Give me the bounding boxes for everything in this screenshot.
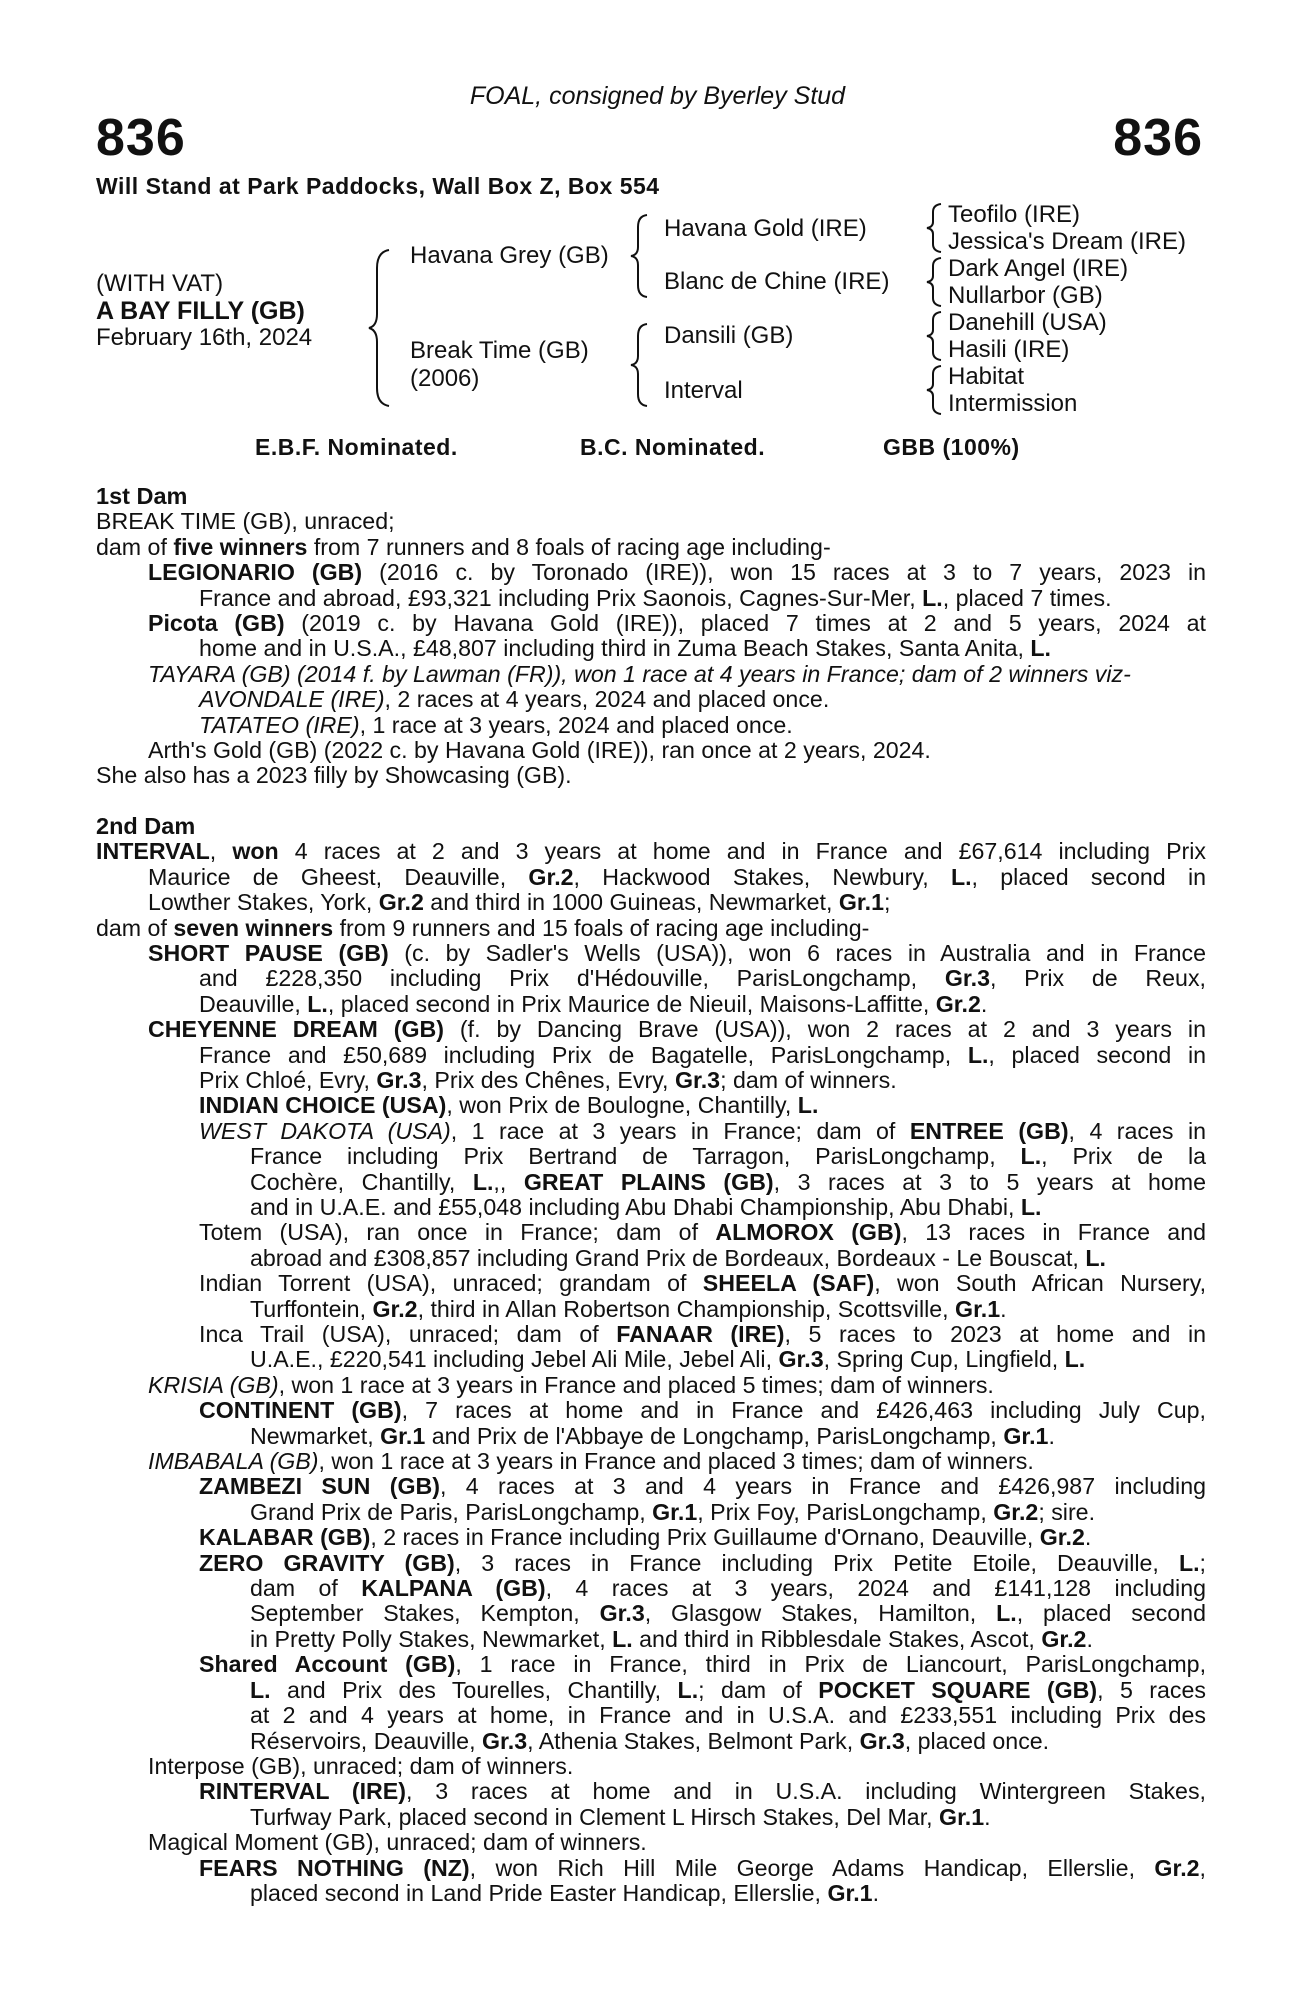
produce-entry: and in U.A.E. and £55,048 including Abu Dhabi Championship, Abu Dhabi, L. (250, 1193, 1042, 1220)
dam-sire: Dansili (GB) (664, 322, 794, 349)
produce-entry: WEST DAKOTA (USA), 1 race at 3 years in France; dam of ENTREE (GB), 4 races in (199, 1117, 1206, 1144)
produce-entry: Grand Prix de Paris, ParisLongchamp, Gr.1, Prix Foy, ParisLongchamp, Gr.2; sire. (250, 1498, 1096, 1525)
brace-icon (923, 256, 945, 308)
bc-nomination: B.C. Nominated. (580, 434, 766, 460)
lot-number-right: 836 (1113, 109, 1203, 167)
consignment-line: FOAL, consigned by Byerley Stud (469, 82, 846, 110)
produce-entry: INDIAN CHOICE (USA), won Prix de Boulogne, Chantilly, L. (199, 1092, 819, 1119)
produce-entry: France and abroad, £93,321 including Prix Saonois, Cagnes-Sur-Mer, L., placed 7 times. (199, 584, 1112, 611)
produce-entry: SHORT PAUSE (GB) (c. by Sadler's Wells (USA)), won 6 races in Australia and in France (148, 939, 1206, 966)
produce-entry: Interpose (GB), unraced; dam of winners. (148, 1752, 574, 1779)
brace-icon (365, 248, 395, 408)
produce-entry: RINTERVAL (IRE), 3 races at home and in U.S.A. including Wintergreen Stakes, (199, 1778, 1206, 1805)
ddd: Intermission (948, 390, 1078, 417)
dam-line: Lowther Stakes, York, Gr.2 and third in 1000 Guineas, Newmarket, Gr.1; (148, 889, 891, 916)
sds: Dark Angel (IRE) (948, 255, 1129, 282)
dss: Danehill (USA) (948, 309, 1107, 336)
dam-line: INTERVAL, won 4 races at 2 and 3 years at home and in France and £67,614 including Prix (96, 838, 1206, 865)
produce-entry: Shared Account (GB), 1 race in France, third in Prix de Liancourt, ParisLongchamp, (199, 1651, 1207, 1678)
lot-name: A BAY FILLY (GB) (96, 297, 305, 325)
produce-entry: Cochère, Chantilly, L.,, GREAT PLAINS (GB), 3 races at 3 to 5 years at home (250, 1168, 1206, 1195)
sire: Havana Grey (GB) (410, 242, 609, 269)
brace-icon (923, 310, 945, 362)
dam-line: BREAK TIME (GB), unraced; (96, 508, 395, 535)
produce-entry: dam of KALPANA (GB), 4 races at 3 years, 2024 and £141,128 including (250, 1575, 1206, 1602)
catalogue-body (96, 484, 1206, 1906)
produce-entry: Inca Trail (USA), unraced; dam of FANAAR (IRE), 5 races to 2023 at home and in (199, 1321, 1206, 1347)
dam-line: She also has a 2023 filly by Showcasing (GB). (96, 762, 572, 789)
produce-entry: TATATEO (IRE), 1 race at 3 years, 2024 and placed once. (199, 711, 793, 738)
brace-icon (923, 364, 945, 416)
produce-entry: placed second in Land Pride Easter Handicap, Ellerslie, Gr.1. (250, 1879, 880, 1906)
produce-entry: ZERO GRAVITY (GB), 3 races in France including Prix Petite Etoile, Deauville, L.; (199, 1549, 1206, 1576)
produce-entry: AVONDALE (IRE), 2 races at 4 years, 2024 and placed once. (199, 686, 830, 713)
lot-dob: February 16th, 2024 (96, 324, 313, 351)
dam: Break Time (GB) (410, 337, 589, 364)
dam-dam: Interval (664, 377, 743, 404)
brace-icon (627, 322, 653, 408)
produce-entry: at 2 and 4 years at home, in France and in U.S.A. and £233,551 including Prix des (250, 1702, 1206, 1729)
brace-icon (923, 202, 945, 254)
second-dam-heading: 2nd Dam (96, 812, 196, 839)
produce-entry: Deauville, L., placed second in Prix Maurice de Nieuil, Maisons-Laffitte, Gr.2. (199, 990, 988, 1017)
produce-entry: KALABAR (GB), 2 races in France including Prix Guillaume d'Ornano, Deauville, Gr.2. (199, 1524, 1092, 1551)
stand-location: Will Stand at Park Paddocks, Wall Box Z, Box 554 (96, 173, 660, 199)
sdd: Nullarbor (GB) (948, 282, 1103, 309)
produce-entry: in Pretty Polly Stakes, Newmarket, L. and third in Ribblesdale Stakes, Ascot, Gr.2. (250, 1625, 1093, 1652)
produce-entry: KRISIA (GB), won 1 race at 3 years in France and placed 5 times; dam of winners. (148, 1371, 994, 1398)
produce-entry: ZAMBEZI SUN (GB), 4 races at 3 and 4 years in France and £426,987 including (199, 1473, 1206, 1500)
dsd: Hasili (IRE) (948, 336, 1070, 363)
produce-entry: France including Prix Bertrand de Tarragon, ParisLongchamp, L., Prix de la (250, 1143, 1207, 1170)
produce-entry: Indian Torrent (USA), unraced; grandam of SHEELA (SAF), won South African Nursery, (199, 1270, 1207, 1297)
dam-line: dam of seven winners from 9 runners and 15 foals of racing age including- (96, 914, 870, 941)
dam-line: dam of five winners from 7 runners and 8 foals of racing age including- (96, 533, 831, 560)
dds: Habitat (948, 363, 1025, 390)
produce-entry: TAYARA (GB) (2014 f. by Lawman (FR)), won 1 race at 4 years in France; dam of 2 winners viz- (148, 660, 1131, 687)
produce-entry: Picota (GB) (2019 c. by Havana Gold (IRE)), placed 7 times at 2 and 5 years, 2024 at (148, 610, 1206, 637)
produce-entry: and £228,350 including Prix d'Hédouville, ParisLongchamp, Gr.3, Prix de Reux, (199, 965, 1206, 992)
produce-entry: Totem (USA), ran once in France; dam of ALMOROX (GB), 13 races in France and (199, 1219, 1206, 1246)
produce-entry: Turffontein, Gr.2, third in Allan Robertson Championship, Scottsville, Gr.1. (250, 1295, 1007, 1322)
sire-sire: Havana Gold (IRE) (664, 215, 867, 242)
sire-dam: Blanc de Chine (IRE) (664, 268, 890, 295)
dam-year: (2006) (410, 365, 480, 392)
produce-entry: Magical Moment (GB), unraced; dam of winners. (148, 1829, 647, 1856)
vat-note: (WITH VAT) (96, 270, 224, 297)
lot-number-left: 836 (96, 109, 186, 167)
produce-entry: abroad and £308,857 including Grand Prix de Bordeaux, Bordeaux - Le Bouscat, L. (250, 1244, 1106, 1271)
produce-entry: FEARS NOTHING (NZ), won Rich Hill Mile George Adams Handicap, Ellerslie, Gr.2, (199, 1854, 1206, 1881)
produce-entry: L. and Prix des Tourelles, Chantilly, L.; dam of POCKET SQUARE (GB), 5 races (250, 1676, 1206, 1703)
ssd: Jessica's Dream (IRE) (948, 228, 1186, 255)
produce-entry: CHEYENNE DREAM (GB) (f. by Dancing Brave (USA)), won 2 races at 2 and 3 years in (148, 1016, 1206, 1043)
produce-entry: Prix Chloé, Evry, Gr.3, Prix des Chênes, Evry, Gr.3; dam of winners. (199, 1066, 897, 1093)
sss: Teofilo (IRE) (948, 201, 1081, 228)
produce-entry: LEGIONARIO (GB) (2016 c. by Toronado (IRE)), won 15 races at 3 to 7 years, 2023 in (148, 559, 1207, 586)
produce-entry: France and £50,689 including Prix de Bagatelle, ParisLongchamp, L., placed second in (199, 1041, 1206, 1068)
produce-entry: September Stakes, Kempton, Gr.3, Glasgow Stakes, Hamilton, L., placed second (250, 1600, 1206, 1627)
produce-entry: Arth's Gold (GB) (2022 c. by Havana Gold (IRE)), ran once at 2 years, 2024. (148, 737, 931, 764)
produce-entry: CONTINENT (GB), 7 races at home and in France and £426,463 including July Cup, (199, 1397, 1206, 1424)
first-dam-heading: 1st Dam (96, 483, 188, 509)
dam-line: Maurice de Gheest, Deauville, Gr.2, Hackwood Stakes, Newbury, L., placed second in (148, 863, 1206, 890)
ebf-nomination: E.B.F. Nominated. (255, 434, 458, 460)
gbb-rating: GBB (100%) (883, 434, 1020, 460)
produce-entry: U.A.E., £220,541 including Jebel Ali Mile, Jebel Ali, Gr.3, Spring Cup, Lingfield, L. (250, 1346, 1086, 1373)
produce-entry: home and in U.S.A., £48,807 including third in Zuma Beach Stakes, Santa Anita, L. (199, 635, 1051, 662)
produce-entry: Réservoirs, Deauville, Gr.3, Athenia Stakes, Belmont Park, Gr.3, placed once. (250, 1727, 1050, 1754)
produce-entry: IMBABALA (GB), won 1 race at 3 years in France and placed 3 times; dam of winners. (148, 1448, 1034, 1475)
produce-entry: Turfway Park, placed second in Clement L Hirsch Stakes, Del Mar, Gr.1. (250, 1803, 991, 1830)
brace-icon (627, 213, 653, 299)
produce-entry: Newmarket, Gr.1 and Prix de l'Abbaye de Longchamp, ParisLongchamp, Gr.1. (250, 1422, 1055, 1449)
